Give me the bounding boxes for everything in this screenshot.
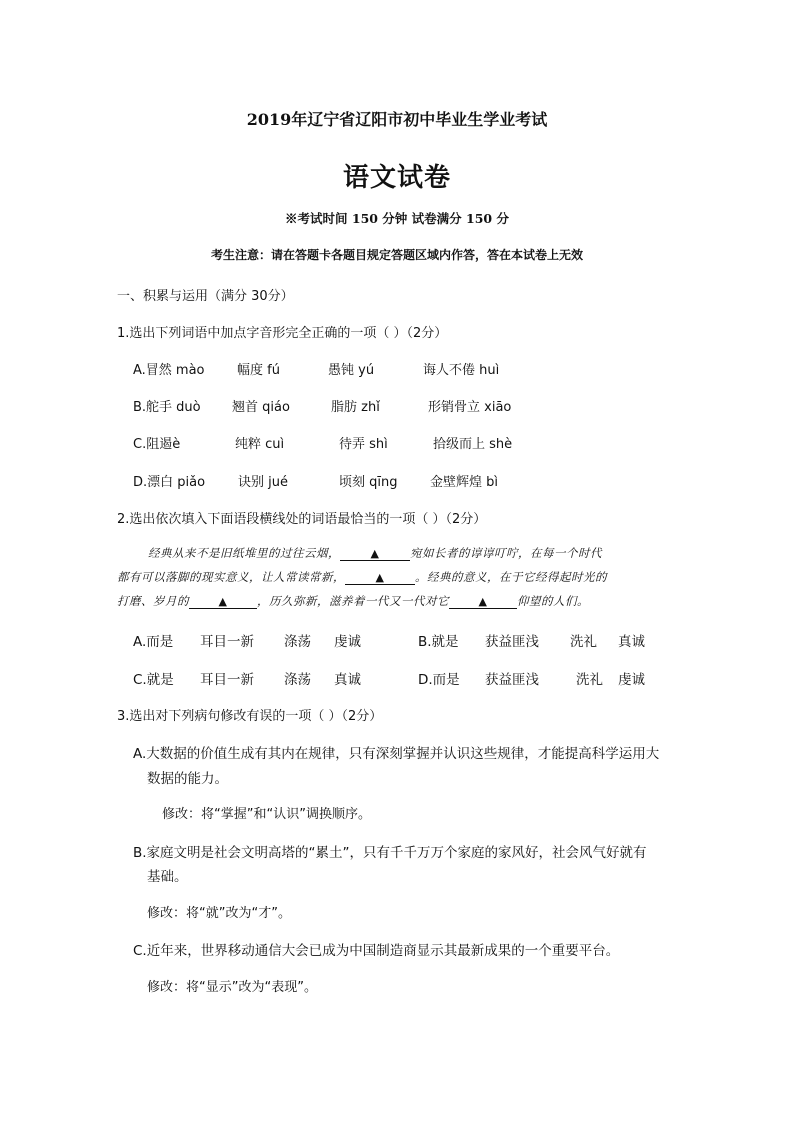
q2-option-b-word-3: 真诚 xyxy=(618,634,645,650)
q3-option-c-line-1: C.近年来，世界移动通信大会已成为中国制造商显示其最新成果的一个重要平台。 xyxy=(133,943,620,959)
q2-option-d-word-3: 虔诚 xyxy=(618,672,645,688)
exam-time-info: ※考试时间 150 分钟 试卷满分 150 分 xyxy=(285,211,509,226)
q1-option-d-1: D.漂白 piǎo xyxy=(133,475,206,490)
q1-option-c-4: 拾级而上 shè xyxy=(433,437,513,452)
section-heading: 一、积累与运用（满分 30分） xyxy=(117,289,294,304)
question-1-stem: 1.选出下列词语中加点字音形完全正确的一项（ ）（2分） xyxy=(117,326,448,341)
q2-option-b-word-2: 洗礼 xyxy=(570,634,597,650)
answer-blank-2: ▲ xyxy=(345,571,415,585)
q1-option-a-4: 诲人不倦 huì xyxy=(423,363,500,378)
passage-text: 经典从来不是旧纸堆里的过往云烟， xyxy=(148,546,340,560)
q1-option-d-4: 金壁辉煌 bì xyxy=(430,475,498,490)
q1-option-a-1: A.冒然 mào xyxy=(133,363,205,378)
q3-option-a-line-2: 数据的能力。 xyxy=(147,771,228,787)
q1-option-b-1: B.舵手 duò xyxy=(133,400,201,415)
passage-text: 。经典的意义，在于它经得起时光的 xyxy=(415,570,607,584)
passage-line-2 xyxy=(117,569,607,585)
q2-option-a-word-2: 涤荡 xyxy=(284,634,311,650)
q3-option-a-line-1: A.大数据的价值生成有其内在规律，只有深刻掌握并认识这些规律，才能提高科学运用大 xyxy=(133,746,660,762)
answer-blank-4: ▲ xyxy=(449,595,517,609)
question-3-stem: 3.选出对下列病句修改有误的一项（ ）（2分） xyxy=(117,709,383,724)
q1-option-b-4: 形销骨立 xiāo xyxy=(428,400,512,415)
q2-option-b: B.就是 xyxy=(418,634,459,650)
q2-option-c: C.就是 xyxy=(133,672,174,688)
passage-text: 宛如长者的谆谆叮咛，在每一个时代 xyxy=(410,546,602,560)
q1-option-c-2: 纯粹 cuì xyxy=(235,437,285,452)
q2-option-a-word-3: 虔诚 xyxy=(334,634,361,650)
passage-line-3 xyxy=(117,593,589,609)
exam-notice: 考生注意：请在答题卡各题目规定答题区域内作答，答在本试卷上无效 xyxy=(210,248,583,262)
q1-option-b-3: 脂肪 zhǐ xyxy=(331,400,380,415)
q2-option-d-word-1: 获益匪浅 xyxy=(485,672,539,688)
q3-option-c-fix: 修改：将“显示”改为“表现”。 xyxy=(147,980,317,995)
q2-option-c-word-3: 真诚 xyxy=(334,672,361,688)
passage-text: 仰望的人们。 xyxy=(517,594,589,608)
exam-title: 2019年辽宁省辽阳市初中毕业生学业考试 xyxy=(246,110,548,129)
q1-option-d-3: 顷刻 qīng xyxy=(339,475,398,490)
passage-text: ，历久弥新，滋养着一代又一代对它 xyxy=(257,594,449,608)
q2-option-c-word-1: 耳目一新 xyxy=(200,672,254,688)
q1-option-c-1: C.阻遏è xyxy=(133,437,181,452)
q1-option-a-3: 愚钝 yú xyxy=(328,363,375,378)
q3-option-a-fix: 修改：将“掌握”和“认识”调换顺序。 xyxy=(162,807,371,822)
q2-option-c-word-2: 涤荡 xyxy=(284,672,311,688)
q1-option-d-2: 诀别 jué xyxy=(238,475,288,490)
question-2-stem: 2.选出依次填入下面语段横线处的词语最恰当的一项（ ）（2分） xyxy=(117,512,487,527)
paper-title: 语文试卷 xyxy=(342,163,451,193)
q3-option-b-line-1: B.家庭文明是社会文明高塔的“累土”，只有千千万万个家庭的家风好，社会风气好就有 xyxy=(133,845,647,861)
q3-option-b-line-2: 基础。 xyxy=(147,869,188,885)
passage-text: 打磨、岁月的 xyxy=(117,594,189,608)
q2-option-a: A.而是 xyxy=(133,634,174,650)
passage-text: 都有可以落脚的现实意义，让人常读常新， xyxy=(117,570,345,584)
q2-option-b-word-1: 获益匪浅 xyxy=(485,634,539,650)
answer-blank-3: ▲ xyxy=(189,595,257,609)
answer-blank-1: ▲ xyxy=(340,547,410,561)
passage-line-1 xyxy=(148,545,602,561)
q2-option-d-word-2: 洗礼 xyxy=(576,672,603,688)
q2-option-d: D.而是 xyxy=(418,672,460,688)
q2-option-a-word-1: 耳目一新 xyxy=(200,634,254,650)
q1-option-a-2: 幅度 fú xyxy=(237,363,280,378)
q1-option-c-3: 待弄 shì xyxy=(339,437,388,452)
q1-option-b-2: 翘首 qiáo xyxy=(232,400,290,415)
q3-option-b-fix: 修改：将“就”改为“才”。 xyxy=(147,906,291,921)
